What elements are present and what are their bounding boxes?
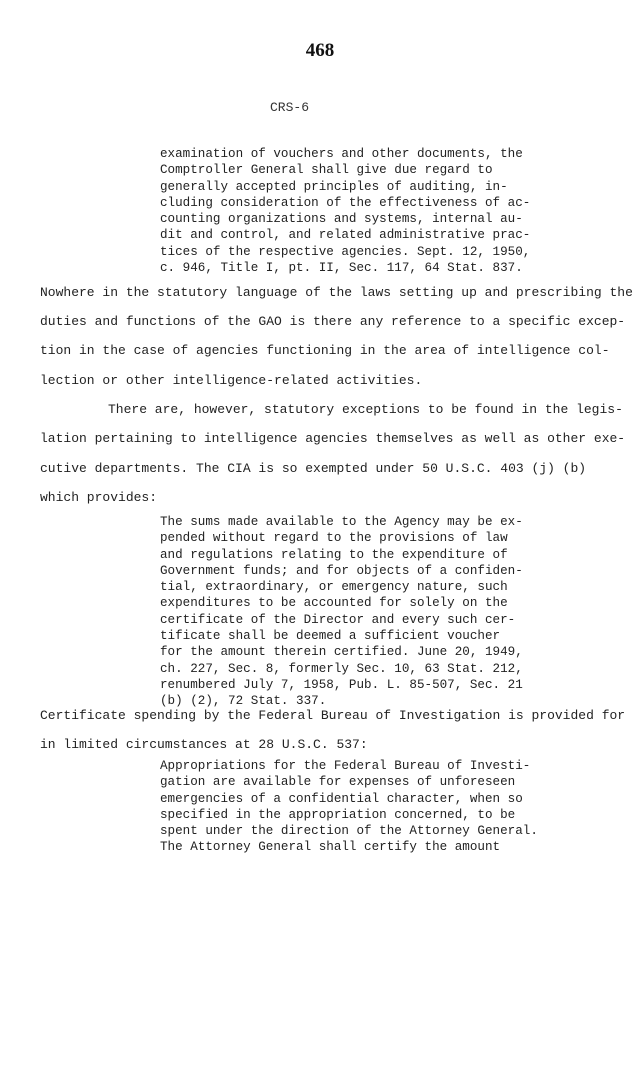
quote-line: specified in the appropriation concerned, to be [160,807,516,822]
paragraph-gao-no-exception [40,278,633,395]
quote-line: ch. 227, Sec. 8, formerly Sec. 10, 63 Stat. 212, [160,661,523,676]
paragraph-line: There are, however, statutory exceptions to be found in the legis- [108,402,623,417]
block-quote-gao-audit [160,146,530,276]
paragraph-statutory-exceptions [40,395,626,512]
paragraph-line: Certificate spending by the Federal Bureau of Investigation is provided for [40,708,626,723]
paragraph-line: in limited circumstances at 28 U.S.C. 537: [40,737,368,752]
quote-line: Government funds; and for objects of a confiden- [160,563,523,578]
quote-line: for the amount therein certified. June 20, 1949, [160,645,523,660]
quote-line: pended without regard to the provisions of law [160,531,508,546]
quote-line: Comptroller General shall give due regard to [160,163,493,178]
quote-line: c. 946, Title I, pt. II, Sec. 117, 64 Stat. 837. [160,261,523,276]
quote-line: spent under the direction of the Attorney General. [160,824,538,839]
paragraph-line: tion in the case of agencies functioning in the area of intelligence col- [40,343,610,359]
quote-line: Appropriations for the Federal Bureau of Investi- [160,759,531,773]
paragraph-line: which provides: [40,489,158,505]
quote-line: certificate of the Director and every such cer- [160,612,516,627]
page-number: 468 [305,40,335,61]
block-quote-fbi-appropriations [160,758,538,856]
block-quote-cia-exemption [160,514,530,710]
paragraph-line: Nowhere in the statutory language of the laws setting up and prescribing the [40,285,633,300]
quote-line: expenditures to be accounted for solely on the [160,596,508,611]
quote-line: tices of the respective agencies. Sept. 12, 1950, [160,244,531,259]
paragraph-line: lection or other intelligence-related activities. [40,372,423,388]
quote-line: gation are available for expenses of unforeseen [160,775,516,790]
quote-line: tificate shall be deemed a sufficient voucher [160,629,501,644]
quote-line: The sums made available to the Agency may be ex- [160,515,523,529]
paragraph-line: cutive departments. The CIA is so exempted under 50 U.S.C. 403 (j) (b) [40,460,587,476]
paragraph-line: lation pertaining to intelligence agencies themselves as well as other exe- [40,431,626,447]
quote-line: examination of vouchers and other documents, the [160,147,523,161]
document-code: CRS-6 [270,100,310,115]
quote-line: cluding consideration of the effectiveness of ac- [160,195,531,210]
quote-line: counting organizations and systems, internal au- [160,212,523,227]
quote-line: (b) (2), 72 Stat. 337. [160,694,327,709]
quote-line: generally accepted principles of auditing, in- [160,179,508,194]
quote-line: emergencies of a confidential character, when so [160,791,523,806]
quote-line: dit and control, and related administrative prac- [160,228,531,243]
paragraph-line: duties and functions of the GAO is there any reference to a specific excep- [40,314,626,330]
paragraph-fbi-certificate [40,701,626,759]
quote-line: and regulations relating to the expenditure of [160,547,508,562]
quote-line: The Attorney General shall certify the amount [160,840,501,855]
quote-line: renumbered July 7, 1958, Pub. L. 85-507, Sec. 21 [160,677,523,692]
quote-line: tial, extraordinary, or emergency nature, such [160,580,508,595]
